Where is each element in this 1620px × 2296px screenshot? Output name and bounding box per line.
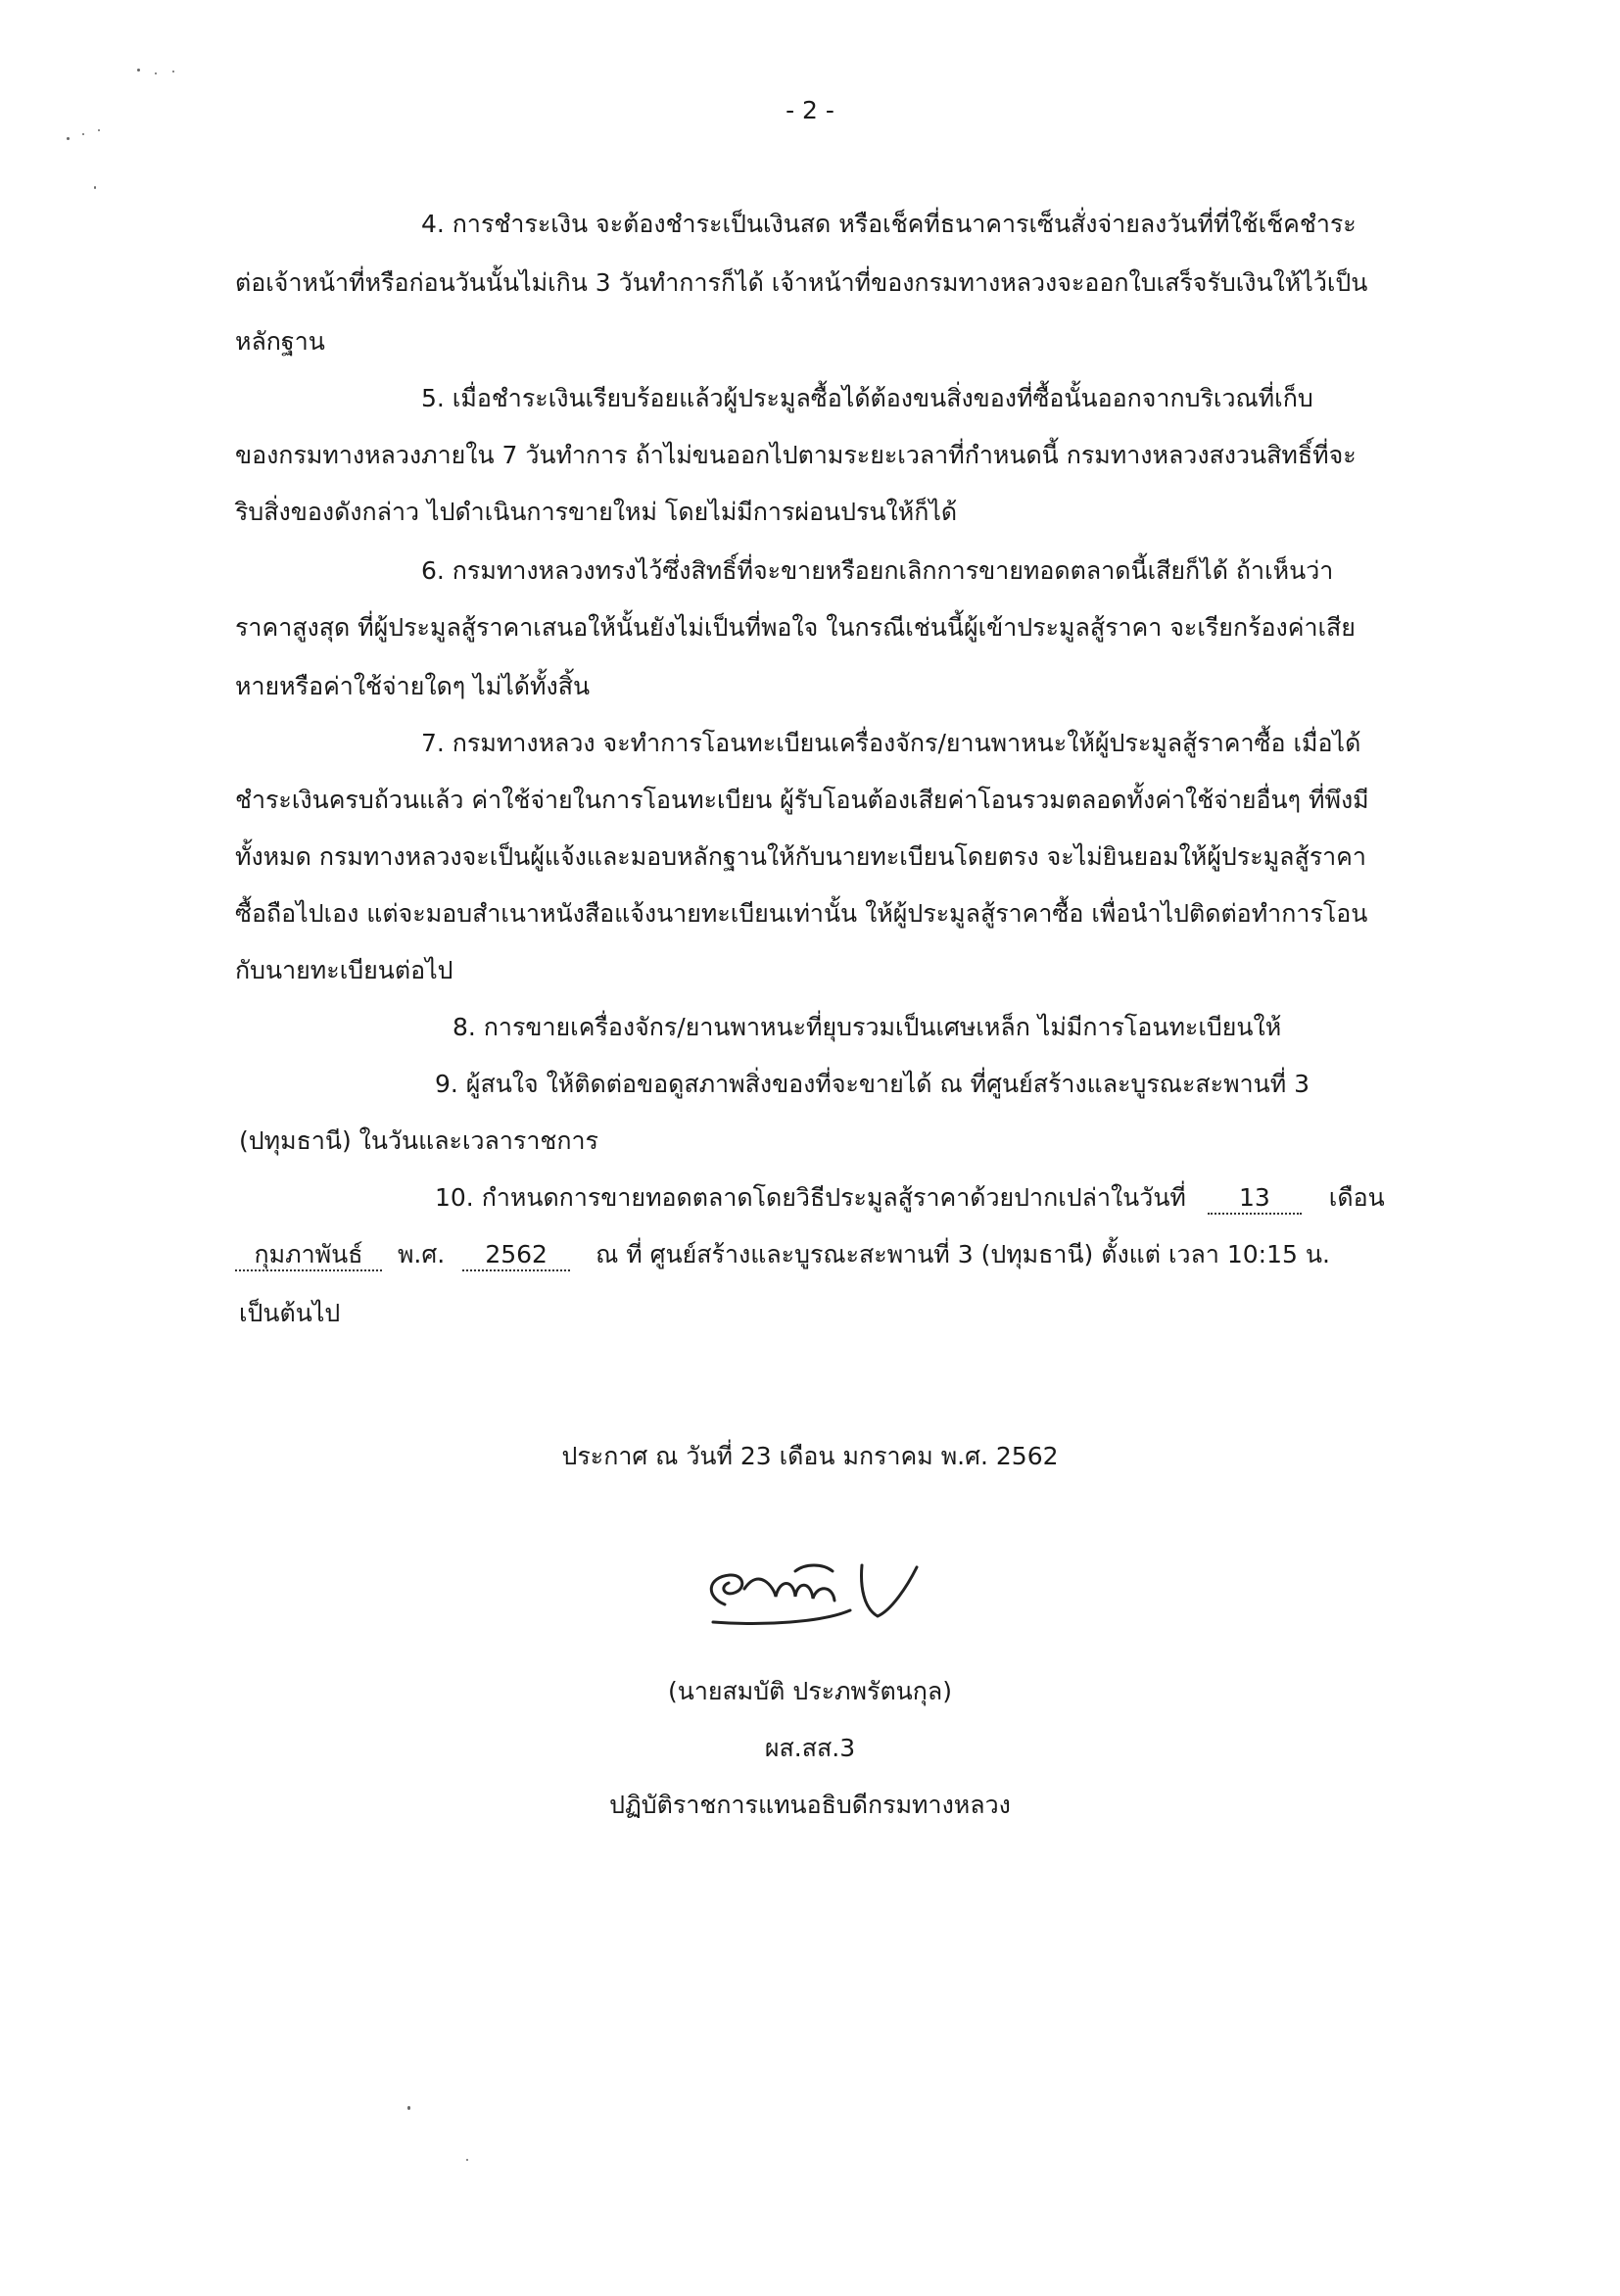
scan-speck [67,137,70,140]
auction-year-field: 2562 [462,1240,570,1271]
clause-7-line-5: กับนายทะเบียนต่อไป [235,956,453,984]
clause-10-line-2 [235,1238,1330,1271]
clause-10-suffix: ณ ที่ ศูนย์สร้างและบูรณะสะพานที่ 3 (ปทุมธานี) ตั้งแต่ เวลา 10:15 น. [596,1240,1330,1268]
clause-6-line-2: ราคาสูงสุด ที่ผู้ประมูลสู้ราคาเสนอให้นั้นยังไม่เป็นที่พอใจ ในกรณีเช่นนี้ผู้เข้าประมูลสู้ราคา จะเรียกร้องค่าเสีย [235,613,1356,642]
clause-7-line-2: ชำระเงินครบถ้วนแล้ว ค่าใช้จ่ายในการโอนทะเบียน ผู้รับโอนต้องเสียค่าโอนรวมตลอดทั้งค่าใช้จ่ายอื่นๆ ที่พึงมี [235,786,1369,814]
scan-speck [82,133,84,135]
signer-position: ผส.สส.3 [764,1734,856,1762]
clause-5-line-2: ของกรมทางหลวงภายใน 7 วันทำการ ถ้าไม่ขนออกไปตามระยะเวลาที่กำหนดนี้ กรมทางหลวงสงวนสิทธิ์ที่จะ [235,441,1357,469]
clause-7-line-3: ทั้งหมด กรมทางหลวงจะเป็นผู้แจ้งและมอบหลักฐานให้กับนายทะเบียนโดยตรง จะไม่ยินยอมให้ผู้ประมูลสู้ราคา [235,842,1366,871]
clause-6-line-3: หายหรือค่าใช้จ่ายใดๆ ไม่ได้ทั้งสิ้น [235,672,591,700]
scan-speck [137,69,140,72]
page-number: - 2 - [786,96,834,124]
clause-8-line-1: 8. การขายเครื่องจักร/ยานพาหนะที่ยุบรวมเป็นเศษเหล็ก ไม่มีการโอนทะเบียนให้ [453,1013,1282,1041]
clause-9-line-2: (ปทุมธานี) ในวันและเวลาราชการ [239,1126,598,1155]
month-label: เดือน [1328,1183,1385,1212]
clause-10-line-1 [435,1181,1385,1215]
scan-speck [172,71,174,72]
auction-day-field: 13 [1208,1183,1302,1215]
scan-speck [98,129,100,131]
signature [686,1528,950,1636]
clause-5-line-3: ริบสิ่งของดังกล่าว ไปดำเนินการขายใหม่ โดยไม่มีการผ่อนปรนให้ก็ได้ [235,498,958,526]
clause-4-line-2: ต่อเจ้าหน้าที่หรือก่อนวันนั้นไม่เกิน 3 วันทำการก็ได้ เจ้าหน้าที่ของกรมทางหลวงจะออกใบเสร็จรับเงินให้ไว้เป็น [235,268,1368,297]
clause-7-line-1: 7. กรมทางหลวง จะทำการโอนทะเบียนเครื่องจักร/ยานพาหนะให้ผู้ประมูลสู้ราคาซื้อ เมื่อได้ [421,729,1361,757]
signer-name: (นายสมบัติ ประภพรัตนกุล) [668,1677,952,1705]
announcement-date: ประกาศ ณ วันที่ 23 เดือน มกราคม พ.ศ. 2562 [561,1442,1059,1470]
clause-10-prefix: 10. กำหนดการขายทอดตลาดโดยวิธีประมูลสู้ราคาด้วยปากเปล่าในวันที่ [435,1183,1186,1212]
clause-7-line-4: ซื้อถือไปเอง แต่จะมอบสำเนาหนังสือแจ้งนายทะเบียนเท่านั้น ให้ผู้ประมูลสู้ราคาซื้อ เพื่อนำไปติดต่อทำการโอน [235,899,1368,928]
scan-speck [155,72,157,74]
clause-5-line-1: 5. เมื่อชำระเงินเรียบร้อยแล้วผู้ประมูลซื้อได้ต้องขนสิ่งของที่ซื้อนั้นออกจากบริเวณที่เก็บ [421,384,1313,412]
clause-4-line-3: หลักฐาน [235,327,325,356]
scan-speck [94,186,96,189]
clause-9-line-1: 9. ผู้สนใจ ให้ติดต่อขอดูสภาพสิ่งของที่จะขายได้ ณ ที่ศูนย์สร้างและบูรณะสะพานที่ 3 [435,1070,1310,1098]
scan-speck [466,2159,468,2161]
year-label: พ.ศ. [397,1240,446,1268]
scan-speck [407,2106,410,2110]
auction-month-field: กุมภาพันธ์ [235,1240,382,1271]
clause-6-line-1: 6. กรมทางหลวงทรงไว้ซึ่งสิทธิ์ที่จะขายหรือยกเลิกการขายทอดตลาดนี้เสียก็ได้ ถ้าเห็นว่า [421,556,1334,585]
signer-acting-for: ปฏิบัติราชการแทนอธิบดีกรมทางหลวง [609,1791,1011,1819]
clause-10-line-3: เป็นต้นไป [239,1299,341,1327]
clause-4-line-1: 4. การชำระเงิน จะต้องชำระเป็นเงินสด หรือเช็คที่ธนาคารเซ็นสั่งจ่ายลงวันที่ที่ใช้เช็คชำระ [421,210,1357,238]
